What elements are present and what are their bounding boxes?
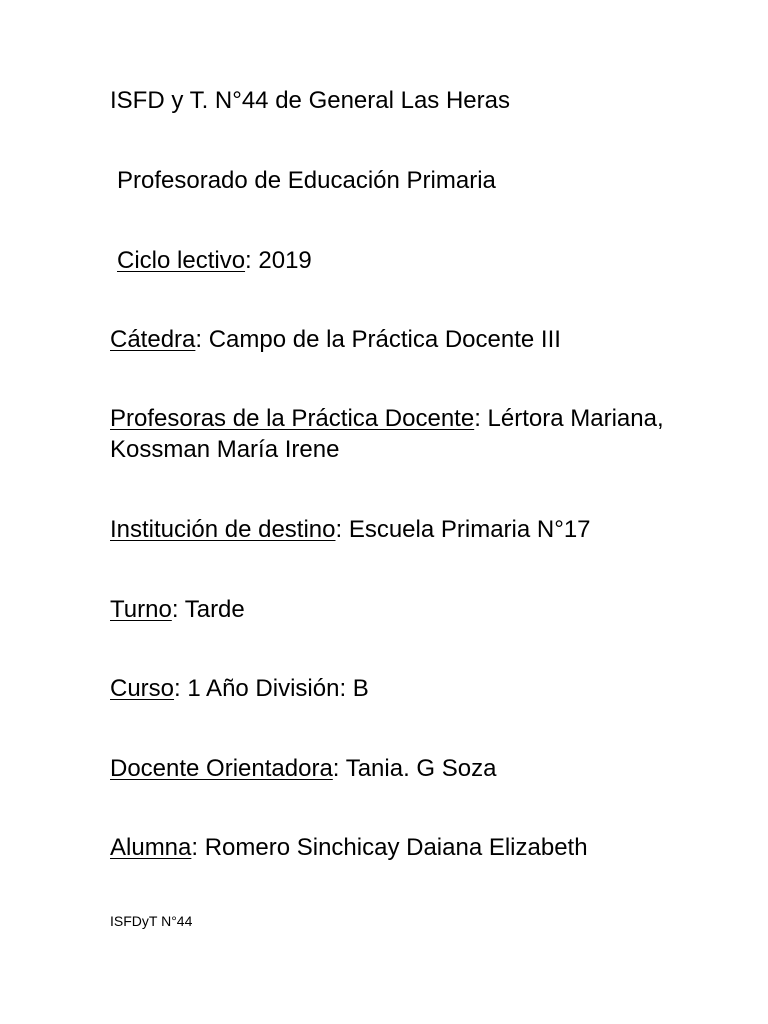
page-footer: ISFDyT N°44 [110,913,193,929]
field-label: Ciclo lectivo [117,247,246,274]
field-label: Profesoras de la Práctica Docente [110,405,475,432]
field-turno [110,594,730,625]
field-label: Institución de destino [110,516,336,543]
field-alumna [110,832,730,863]
field-value: : Lértora Mariana, Kossman María Irene [110,405,671,463]
field-institucion-destino [110,514,730,545]
field-value: : Romero Sinchicay Daiana Elizabeth [191,834,588,861]
field-profesoras [110,403,730,465]
field-value: : 1 Año División: B [174,675,369,702]
field-curso [110,673,730,704]
field-label: Alumna [110,834,192,861]
program-title: Profesorado de Educación Primaria [117,167,496,194]
field-value: : 2019 [245,247,312,274]
field-label: Curso [110,675,175,702]
field-value: : Campo de la Práctica Docente III [195,326,561,353]
institution-title: ISFD y T. N°44 de General Las Heras [110,87,510,114]
field-label: Docente Orientadora [110,755,333,782]
field-label: Cátedra [110,326,196,353]
field-value: : Escuela Primaria N°17 [335,516,591,543]
field-value: : Tania. G Soza [332,755,497,782]
field-catedra [110,324,730,355]
field-docente-orientadora [110,753,730,784]
field-label: Turno [110,596,172,623]
field-value: : Tarde [171,596,245,623]
field-ciclo-lectivo [117,245,737,276]
